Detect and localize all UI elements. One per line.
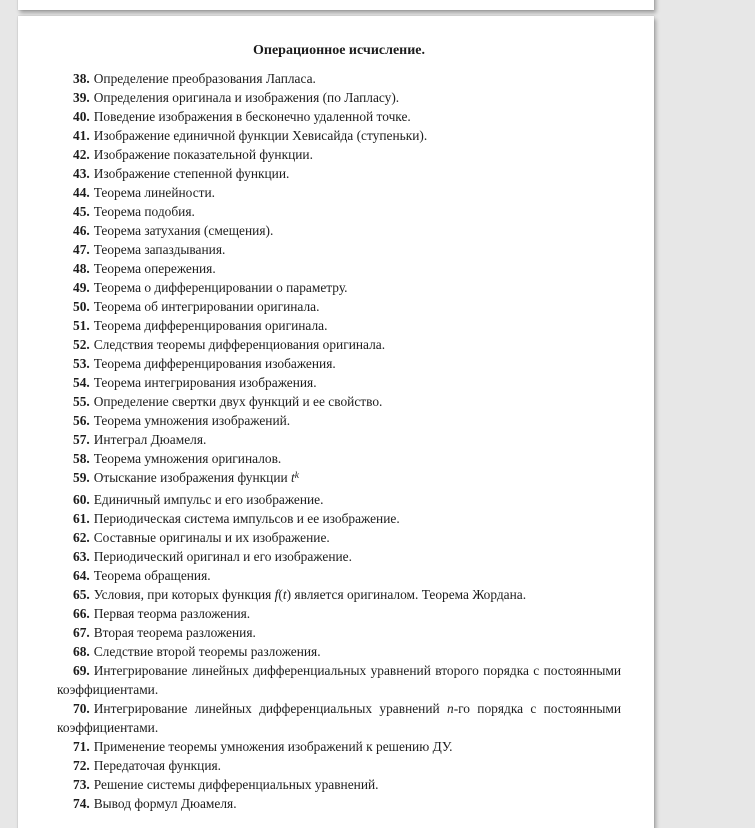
item-number: 64. [73,568,90,583]
list-item [57,604,621,623]
item-number: 62. [73,530,90,545]
list-item [57,297,621,316]
item-text: n [446,701,454,716]
item-text: Теорема обращения. [93,568,211,583]
list-item [57,240,621,259]
item-number: 74. [73,796,90,811]
item-number: 45. [73,204,90,219]
item-text: Теорема дифференцирования изобажения. [93,356,336,371]
list-item [57,468,621,490]
list-item [57,126,621,145]
list-item [57,490,621,509]
item-number: 66. [73,606,90,621]
list-item [57,183,621,202]
item-number: 71. [73,739,90,754]
item-number: 50. [73,299,90,314]
item-number: 61. [73,511,90,526]
item-number: 68. [73,644,90,659]
item-number: 57. [73,432,90,447]
list-item [57,449,621,468]
item-text: Теорема линейности. [93,185,215,200]
item-text: Первая теорма разложения. [93,606,251,621]
list-item [57,278,621,297]
list-item [57,737,621,756]
item-text: Теорема подобия. [93,204,195,219]
item-text: Теорема опережения. [93,261,216,276]
item-text: Определение свертки двух функций и ее свойство. [93,394,383,409]
list-item [57,373,621,392]
item-text: Составные оригиналы и их изображение. [93,530,330,545]
item-text: f [274,587,279,602]
item-text: Интеграл Дюамеля. [93,432,207,447]
list-item [57,623,621,642]
item-number: 63. [73,549,90,564]
item-text: Теорема затухания (смещения). [93,223,274,238]
list-item [57,164,621,183]
item-number: 43. [73,166,90,181]
item-number: 56. [73,413,90,428]
topic-list [57,69,621,813]
list-item [57,547,621,566]
item-number: 53. [73,356,90,371]
list-item [57,145,621,164]
item-text: Единичный импульс и его изображение. [93,492,324,507]
list-item [57,88,621,107]
list-item [57,585,621,604]
item-text: Теорема дифференцирования оригинала. [93,318,328,333]
item-text: Следствие второй теоремы разложения. [93,644,321,659]
item-number: 67. [73,625,90,640]
item-text: Изображение показательной функции. [93,147,313,162]
item-text: Теорема умножения оригиналов. [93,451,282,466]
document-page [18,16,654,828]
list-item [57,259,621,278]
list-item [57,775,621,794]
item-text: Теорема интегрирования изображения. [93,375,317,390]
item-number: 55. [73,394,90,409]
item-text: Теорема об интегрировании оригинала. [93,299,320,314]
previous-page-bottom [18,0,654,10]
list-item [57,509,621,528]
list-item [57,430,621,449]
item-number: 44. [73,185,90,200]
item-number: 39. [73,90,90,105]
item-text: t [282,587,287,602]
item-text: Определения оригинала и изображения (по Лапласу). [93,90,400,105]
item-text: ) является оригиналом. Теорема Жордана. [286,587,527,602]
item-number: 52. [73,337,90,352]
item-text: Интегрирование линейных дифференциальных уравнений второго порядка с постоянными коэффициентами. [57,663,621,697]
item-text: Отыскание изображения функции [93,470,292,485]
item-text: ( [278,587,283,602]
item-number: 38. [73,71,90,86]
item-text: t [291,470,295,485]
list-item [57,221,621,240]
item-text: Передаточая функция. [93,758,221,773]
item-number: 54. [73,375,90,390]
list-item [57,661,621,699]
list-item [57,794,621,813]
item-number: 73. [73,777,90,792]
item-text: Решение системы дифференциальных уравнений. [93,777,379,792]
item-text: Поведение изображения в бесконечно удаленной точке. [93,109,411,124]
item-text: Интегрирование линейных дифференциальных уравнений [93,701,447,716]
item-text: Изображение единичной функции Хевисайда (ступеньки). [93,128,428,143]
item-text: Периодический оригинал и его изображение. [93,549,352,564]
item-text: Применение теоремы умножения изображений к решению ДУ. [93,739,453,754]
item-text: Изображение степенной функции. [93,166,290,181]
list-item [57,756,621,775]
list-item [57,528,621,547]
item-text: Теорема о дифференцировании о параметру. [93,280,348,295]
list-item [57,392,621,411]
item-number: 46. [73,223,90,238]
item-text: Вывод формул Дюамеля. [93,796,237,811]
list-item [57,566,621,585]
item-text: Теорема запаздывания. [93,242,226,257]
list-item [57,202,621,221]
item-number: 51. [73,318,90,333]
item-number: 48. [73,261,90,276]
item-text: Теорема умножения изображений. [93,413,291,428]
list-item [57,642,621,661]
item-number: 59. [73,470,90,485]
item-number: 41. [73,128,90,143]
list-item [57,354,621,373]
item-number: 40. [73,109,90,124]
list-item [57,316,621,335]
item-number: 65. [73,587,90,602]
list-item [57,69,621,88]
list-item [57,411,621,430]
item-number: 58. [73,451,90,466]
page-title: Операционное исчисление. [252,43,426,58]
item-number: 69. [73,663,90,678]
item-number: 60. [73,492,90,507]
item-text: Вторая теорема разложения. [93,625,256,640]
item-number: 42. [73,147,90,162]
item-number: 47. [73,242,90,257]
item-text: Периодическая система импульсов и ее изображение. [93,511,400,526]
item-text: Условия, при которых функция [93,587,275,602]
list-item [57,107,621,126]
item-text: Определение преобразования Лапласа. [93,71,316,86]
item-text: Следствия теоремы дифференциования оригинала. [93,337,386,352]
item-text: -го порядка с постоянными коэффициентами. [57,701,621,735]
item-number: 70. [73,701,90,716]
item-number: 72. [73,758,90,773]
list-item [57,335,621,354]
item-number: 49. [73,280,90,295]
item-text: k [294,470,299,481]
list-item [57,699,621,737]
